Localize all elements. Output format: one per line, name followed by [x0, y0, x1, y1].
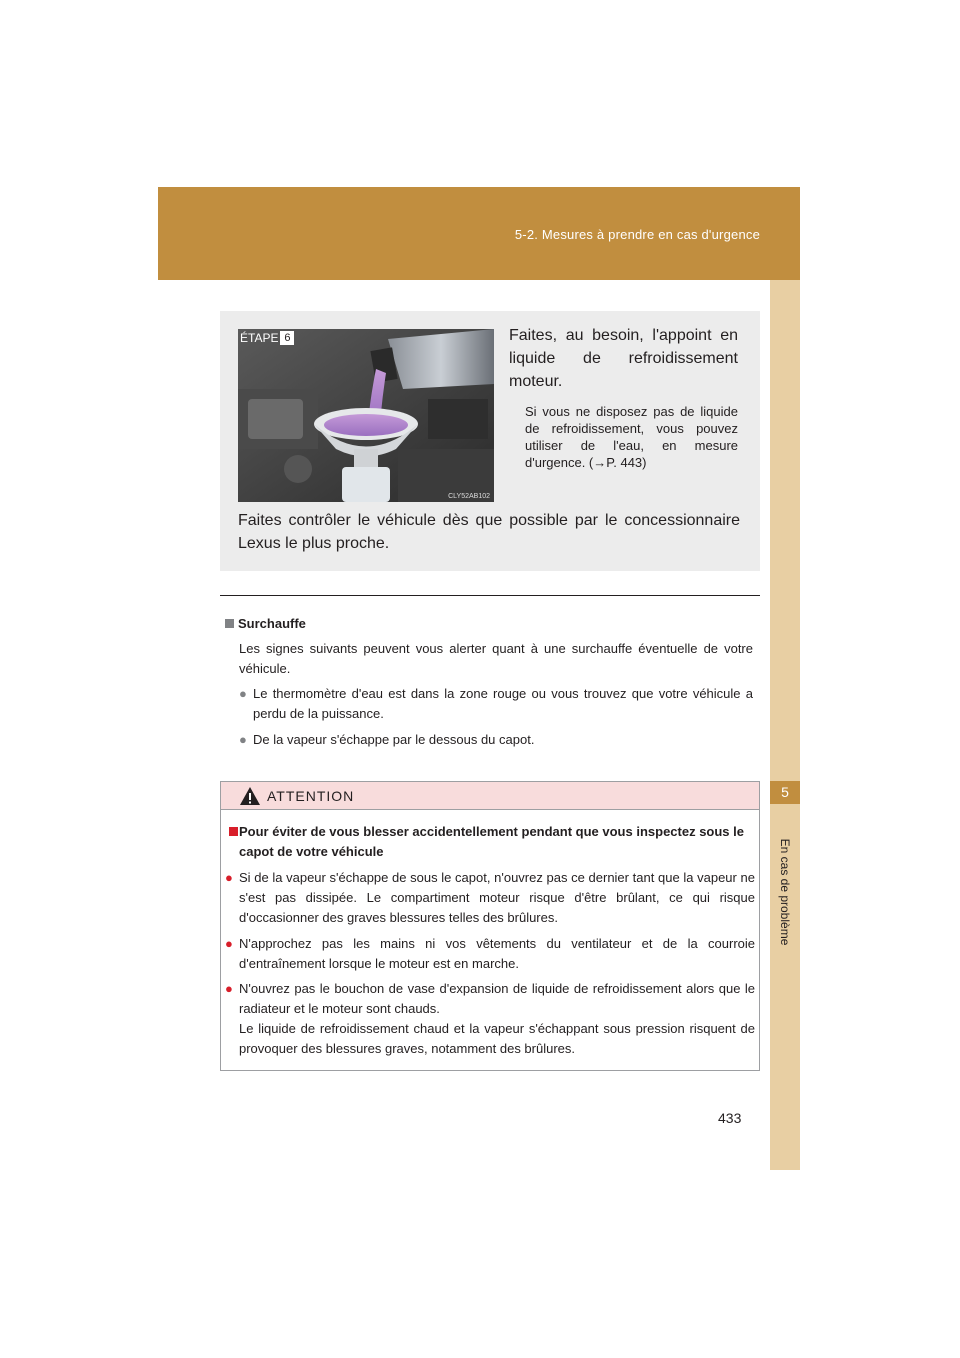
- list-item-text: De la vapeur s'échappe par le dessous du capot.: [253, 732, 535, 747]
- circle-bullet-icon: ●: [239, 732, 247, 747]
- coolant-pouring-illustration: [238, 329, 494, 502]
- list-item: [225, 934, 755, 974]
- header-band: [158, 187, 800, 280]
- list-item: [225, 868, 755, 928]
- list-item-text: N'approchez pas les mains ni vos vêtements du ventilateur et de la courroie d'entraînement lorsque le moteur est en marche.: [239, 936, 755, 971]
- square-bullet-icon: [225, 619, 234, 628]
- step-box: [220, 311, 760, 571]
- list-item-text: Le thermomètre d'eau est dans la zone rouge ou vous trouvez que votre véhicule a perdu de la puissance.: [253, 686, 753, 721]
- step-number: 6: [280, 331, 294, 345]
- list-item: [225, 979, 755, 1059]
- divider: [220, 595, 760, 596]
- warning-label: ATTENTION: [267, 787, 355, 804]
- circle-bullet-icon: ●: [239, 686, 247, 701]
- overheat-title: [225, 616, 306, 631]
- step-sub-text: Si vous ne disposez pas de liquide de refroidissement, vous pouvez utiliser de l'eau, en mesure d'urgence. (→P. 443): [525, 404, 738, 470]
- section-header: 5-2. Mesures à prendre en cas d'urgence: [514, 227, 760, 242]
- photo-code: CLY52AB102: [448, 493, 490, 500]
- chapter-title: En cas de problème: [778, 838, 792, 946]
- step-main-text: Faites, au besoin, l'appoint en liquide de refroidissement moteur.: [509, 327, 738, 390]
- page-number: 433: [718, 1110, 742, 1126]
- list-item-text: Si de la vapeur s'échappe de sous le capot, n'ouvrez pas ce dernier tant que la vapeur ne s'est pas dissipée. Le compartiment moteur risque d'être brûlant, ce qui risque d'occasionner des graves blessures telles des brûlures.: [239, 870, 755, 925]
- red-circle-bullet-icon: ●: [225, 981, 233, 996]
- red-circle-bullet-icon: ●: [225, 870, 233, 885]
- side-tab: [770, 280, 800, 1170]
- overheat-intro: Les signes suivants peuvent vous alerter quant à une surchauffe éventuelle de votre véhicule.: [239, 641, 753, 676]
- warning-title: [225, 822, 755, 862]
- warning-box: [220, 781, 760, 1071]
- list-item: [239, 684, 753, 724]
- step-footer-text: Faites contrôler le véhicule dès que possible par le concessionnaire Lexus le plus proche.: [238, 512, 740, 552]
- warning-header: [221, 782, 759, 810]
- list-item-text: N'ouvrez pas le bouchon de vase d'expansion de liquide de refroidissement alors que le radiateur et le moteur sont chauds.: [239, 981, 755, 1016]
- step-label: [240, 331, 294, 345]
- coolant-photo: [238, 329, 494, 502]
- warning-title-text: Pour éviter de vous blesser accidentellement pendant que vous inspectez sous le capot de votre véhicule: [239, 824, 744, 859]
- red-square-bullet-icon: [229, 827, 238, 836]
- red-circle-bullet-icon: ●: [225, 936, 233, 951]
- list-item: [239, 730, 753, 750]
- chapter-number: 5: [781, 784, 789, 800]
- list-item-text-extra: Le liquide de refroidissement chaud et la vapeur s'échappant sous pression risquent de provoquer des blessures graves, notamment des brûlures.: [239, 1021, 755, 1056]
- overheat-title-text: Surchauffe: [238, 616, 306, 631]
- warning-triangle-icon: [239, 786, 261, 806]
- step-label-text: ÉTAPE: [240, 331, 279, 345]
